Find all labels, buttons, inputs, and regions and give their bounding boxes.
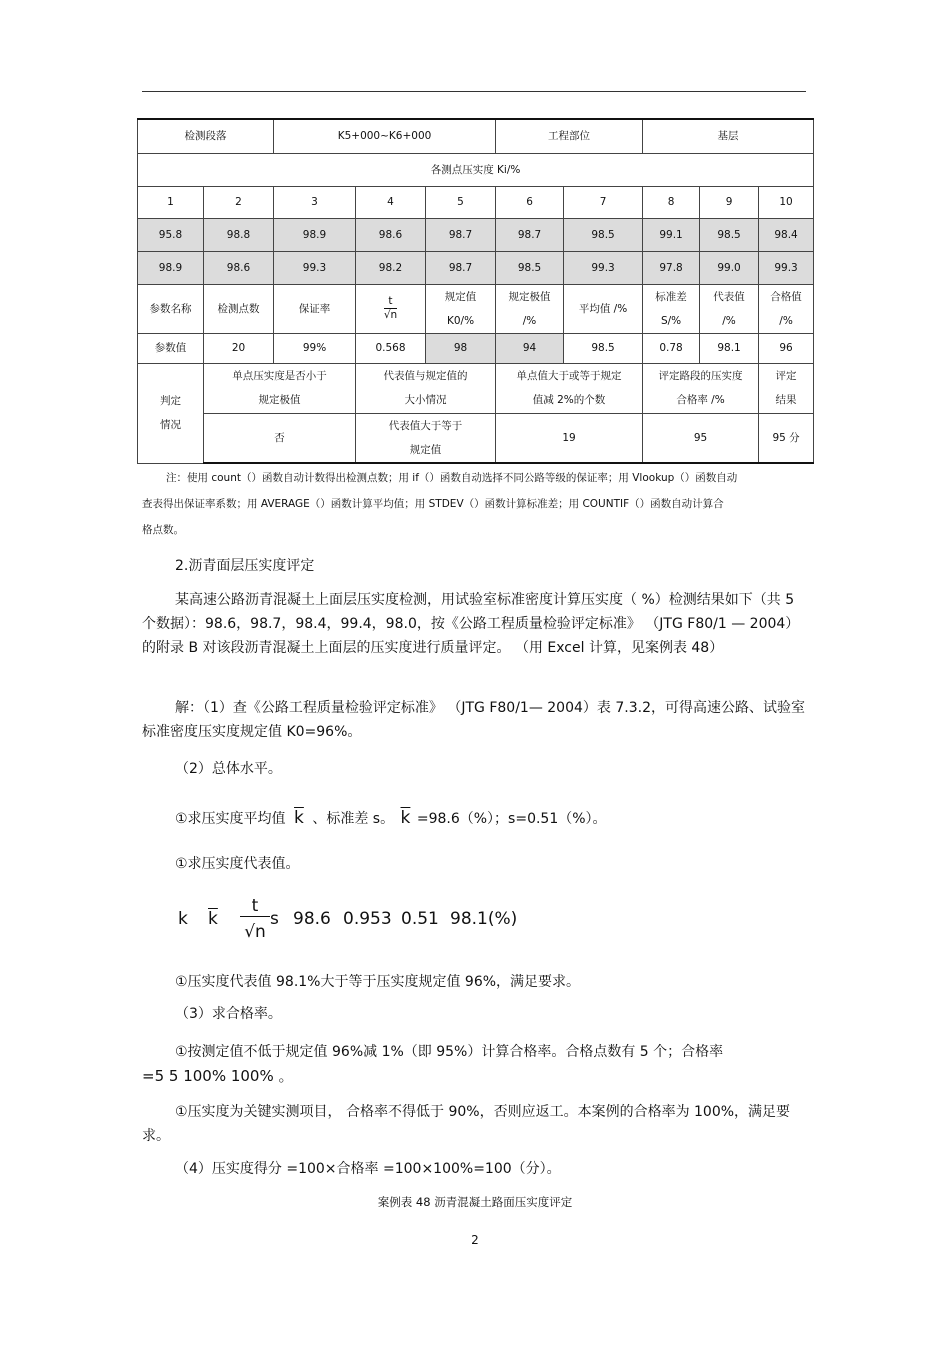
param-value: 0.78 [643, 333, 700, 363]
param-name: 合格值 /% [759, 284, 814, 333]
measurement-cell: 98.9 [138, 251, 204, 284]
measurement-cell: 98.6 [356, 218, 426, 251]
measurement-cell: 98.7 [426, 251, 496, 284]
section-heading: 2.沥青面层压实度评定 [175, 558, 315, 574]
point-number: 6 [496, 186, 564, 218]
pass-rate-calc: ①按测定值不低于规定值 96%减 1%（即 95%）计算合格率。合格点数有 5 个；合格率 =5 5 100% 100% 。 [142, 1044, 724, 1085]
measurement-cell: 98.7 [496, 218, 564, 251]
representative-heading: ①求压实度代表值。 [175, 856, 300, 872]
measurement-cell: 98.4 [759, 218, 814, 251]
measurement-cell: 99.3 [759, 251, 814, 284]
point-number: 9 [700, 186, 759, 218]
judgement-value: 19 [496, 413, 643, 463]
pass-rate-conclusion: ①压实度为关键实测项目， 合格率不得低于 90%，否则应返工。本案例的合格率为 100%，满足要求。 [142, 1104, 791, 1144]
param-name: 参数名称 [138, 284, 204, 333]
measurement-cell: 98.6 [204, 251, 274, 284]
param-value: 参数值 [138, 333, 204, 363]
part-value: 基层 [643, 119, 814, 153]
measurement-cell: 97.8 [643, 251, 700, 284]
measurement-cell: 98.5 [496, 251, 564, 284]
judgement-value-row [138, 413, 814, 463]
param-name: 保证率 [274, 284, 356, 333]
param-value: 98.1 [700, 333, 759, 363]
judgement-value: 95 [643, 413, 759, 463]
measurement-cell: 99.1 [643, 218, 700, 251]
mean-std-line: ①求压实度平均值 $\overline{k}$ 、标准差 s。 $\overline{k} =98.6(\%)$；s=0.51（%）。 [175, 808, 607, 828]
param-value: 0.568 [356, 333, 426, 363]
judgement-value: 代表值大于等于 规定值 [356, 413, 496, 463]
header-rule [142, 91, 806, 92]
param-name: 平均值 /% [564, 284, 643, 333]
judgement-header-row [138, 363, 814, 413]
point-number: 1 [138, 186, 204, 218]
param-name: 检测点数 [204, 284, 274, 333]
score-line: （4）压实度得分 =100×合格率 =100×100%=100（分）。 [175, 1161, 561, 1177]
param-name: 规定极值 /% [496, 284, 564, 333]
judgement-header: 评定 结果 [759, 363, 814, 413]
judgement-value: 否 [204, 413, 356, 463]
param-name: 标准差 S/% [643, 284, 700, 333]
judgement-label: 判定 情况 [138, 363, 204, 463]
table-caption: 案例表 48 沥青混凝土路面压实度评定 [377, 1195, 573, 1209]
param-value: 96 [759, 333, 814, 363]
param-name: 规定值 K0/% [426, 284, 496, 333]
section-label: 检测段落 [138, 119, 274, 153]
point-number: 5 [426, 186, 496, 218]
measurement-row [138, 251, 814, 284]
point-number: 4 [356, 186, 426, 218]
judgement-header: 评定路段的压实度 合格率 /% [643, 363, 759, 413]
point-number: 8 [643, 186, 700, 218]
measurement-cell: 98.9 [274, 218, 356, 251]
measurement-cell: 98.8 [204, 218, 274, 251]
measurement-cell: 98.5 [700, 218, 759, 251]
param-value: 99% [274, 333, 356, 363]
problem-paragraph: 某高速公路沥青混凝土上面层压实度检测，用试验室标准密度计算压实度（ %）检测结果如下（共 5 个数据）：98.6，98.7，98.4，99.4，98.0，按《公路工程质量检验评定标准》 （JTG F80/1 — 2004）的附录 B 对该段沥青混凝土上面层的压实度进行质量评定。 （用 Excel 计算，见案例表 48） [142, 592, 800, 656]
solution-step-1: 解：（1）查《公路工程质量检验评定标准》 （JTG F80/1— 2004）表 7.3.2，可得高速公路、试验室标准密度压实度规定值 K0=96%。 [142, 700, 805, 740]
measurement-row [138, 218, 814, 251]
judgement-header: 单点值大于或等于规定 值减 2%的个数 [496, 363, 643, 413]
point-number-row [138, 186, 814, 218]
point-number: 3 [274, 186, 356, 218]
measurement-cell: 99.3 [564, 251, 643, 284]
judgement-value: 95 分 [759, 413, 814, 463]
measurement-cell: 99.0 [700, 251, 759, 284]
parameter-value-row [138, 333, 814, 363]
point-number: 2 [204, 186, 274, 218]
param-name: 代表值 /% [700, 284, 759, 333]
measurement-cell: 98.7 [426, 218, 496, 251]
param-name-fraction: $\frac{t}{√n}$ [356, 284, 426, 333]
solution-step-2: （2）总体水平。 [175, 761, 282, 777]
points-title: 各测点压实度 Ki/% [138, 153, 814, 186]
measurement-cell: 98.5 [564, 218, 643, 251]
representative-conclusion: ①压实度代表值 98.1%大于等于压实度规定值 96%，满足要求。 [175, 974, 581, 990]
param-value: 98 [426, 333, 496, 363]
measurement-cell: 98.2 [356, 251, 426, 284]
table-note: 注：使用 count（）函数自动计数得出检测点数；用 if（）函数自动选择不同公路等级的保证率；用 Vlookup（）函数自动 查表得出保证率系数；用 AVERAGE（）函数计算平均值；用 STDEV（）函数计算标准差；用 COUNTIF（）函数自动计算合 格点数。 [142, 472, 738, 536]
part-label: 工程部位 [496, 119, 643, 153]
point-number: 10 [759, 186, 814, 218]
solution-step-3: （3）求合格率。 [175, 1006, 282, 1022]
param-value: 20 [204, 333, 274, 363]
point-number: 7 [564, 186, 643, 218]
section-value: K5+000~K6+000 [274, 119, 496, 153]
compaction-evaluation-table [137, 118, 814, 464]
points-title-row [138, 153, 814, 186]
parameter-name-row [138, 284, 814, 333]
measurement-cell: 95.8 [138, 218, 204, 251]
page-number: 2 [471, 1233, 479, 1247]
measurement-cell: 99.3 [274, 251, 356, 284]
judgement-header: 代表值与规定值的 大小情况 [356, 363, 496, 413]
judgement-header: 单点压实度是否小于 规定极值 [204, 363, 356, 413]
param-value: 94 [496, 333, 564, 363]
param-value: 98.5 [564, 333, 643, 363]
table-header-row [138, 119, 814, 153]
